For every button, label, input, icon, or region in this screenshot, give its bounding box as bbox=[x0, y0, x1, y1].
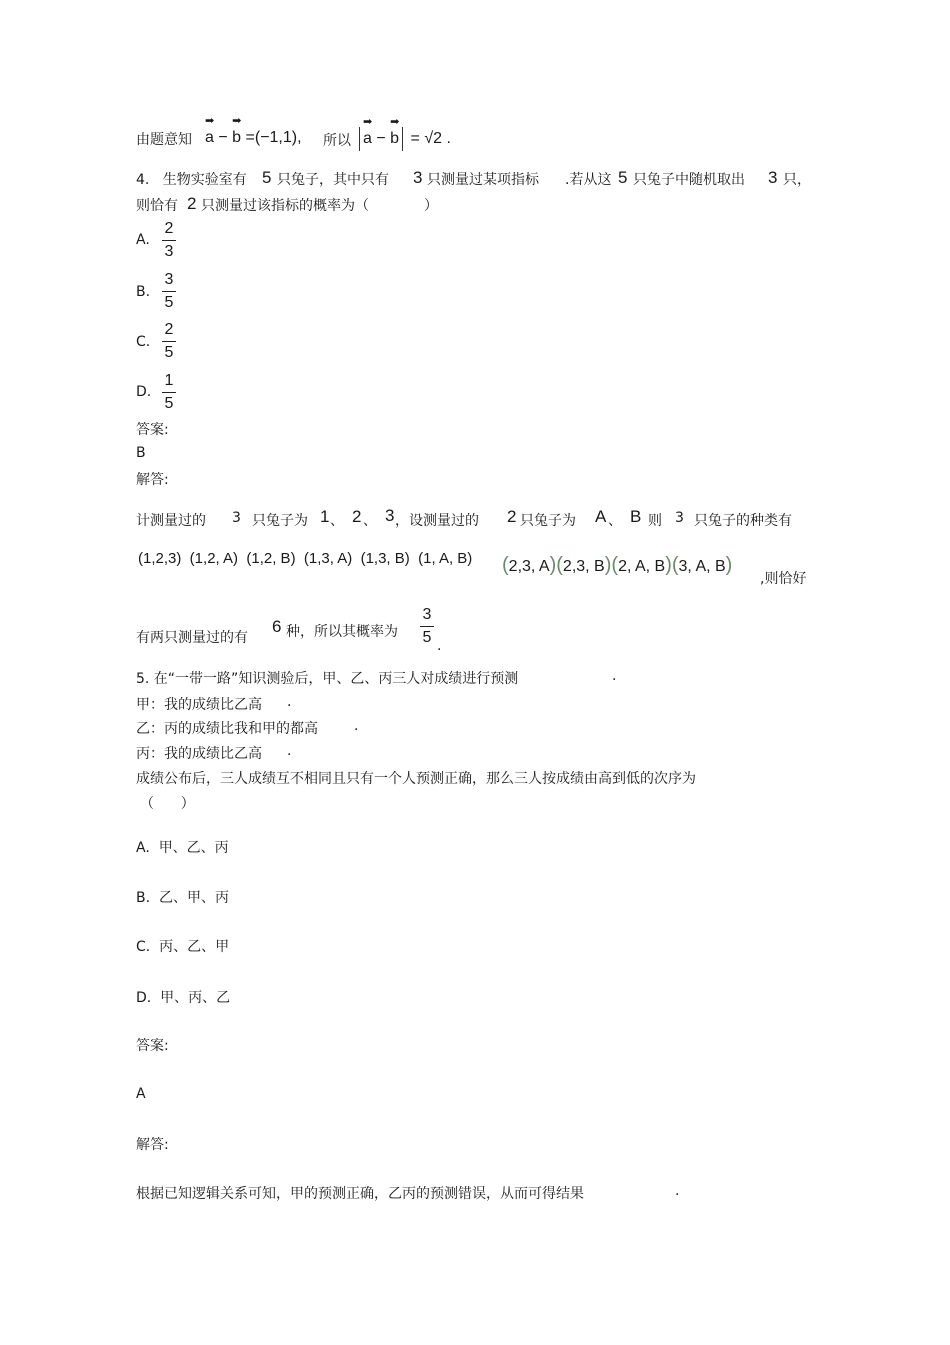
q4-text: 只测量过某项指标 bbox=[427, 172, 539, 188]
sol-text: 只兔子为 bbox=[252, 513, 308, 529]
q4-answer: B bbox=[136, 445, 146, 461]
sol-number: 3 bbox=[385, 506, 395, 525]
vector-result: =(−1,1), bbox=[245, 129, 302, 146]
sol-text: ,则恰好 bbox=[760, 571, 807, 587]
option-label: D. bbox=[136, 990, 152, 1006]
period: . bbox=[612, 668, 617, 684]
option-text: 乙、甲、丙 bbox=[158, 890, 229, 906]
q4-text: 只兔子中随机取出 bbox=[633, 172, 745, 188]
q4-text: 生物实验室有 bbox=[162, 172, 247, 188]
denominator: 5 bbox=[164, 294, 174, 311]
q4-option-a-fraction bbox=[162, 220, 176, 261]
q4-option-c-fraction bbox=[162, 321, 176, 362]
option-text: 丙、乙、甲 bbox=[159, 939, 230, 955]
sol-combinations: (1,2,3) (1,2, A) (1,2, B) (1,3, A) (1,3, B) (1, A, B) bbox=[138, 550, 473, 567]
q4-text: ） bbox=[424, 198, 438, 214]
q5-answer-label: 答案: bbox=[136, 1038, 169, 1054]
option-label: B. bbox=[136, 284, 151, 300]
paren: )( bbox=[604, 554, 619, 576]
paren: )( bbox=[549, 554, 563, 576]
sol-text: 、 bbox=[363, 513, 377, 529]
sol-combinations-2 bbox=[502, 554, 732, 577]
denominator: 5 bbox=[422, 629, 432, 646]
paren: )( bbox=[665, 554, 679, 576]
q5-jia: 甲：我的成绩比乙高 bbox=[136, 697, 262, 713]
minus-sign: − bbox=[376, 130, 386, 148]
numerator: 2 bbox=[164, 321, 174, 338]
prev-prefix: 由题意知 bbox=[136, 132, 192, 148]
sol-text: 种，所以其概率为 bbox=[286, 624, 398, 640]
sol-letter: A bbox=[595, 507, 607, 526]
sol-number: 1 bbox=[320, 507, 330, 526]
combo: 2,3, A bbox=[508, 558, 550, 575]
vector-arrow-icon: ➡ bbox=[205, 115, 215, 127]
q4-text: 只兔子，其中只有 bbox=[277, 172, 389, 188]
q4-number-5: 5 bbox=[262, 168, 272, 187]
vector-b: ➡ b bbox=[232, 115, 242, 146]
so-text: 所以 bbox=[323, 133, 351, 149]
abs-bar-right bbox=[402, 127, 403, 151]
q5-option-d bbox=[136, 987, 230, 1007]
q4-option-b bbox=[136, 284, 150, 300]
sol-number: 6 bbox=[272, 617, 282, 636]
q4-text: 则恰有 bbox=[136, 198, 178, 214]
option-text: 甲、丙、乙 bbox=[160, 990, 231, 1006]
q4-text: .若从这 bbox=[565, 172, 612, 188]
magnitude-expression bbox=[356, 116, 451, 151]
abs-bar-left bbox=[359, 127, 360, 151]
denominator: 3 bbox=[164, 243, 174, 260]
q5-option-c bbox=[136, 936, 229, 956]
option-label: C. bbox=[136, 939, 151, 955]
sol-text: 、 bbox=[608, 513, 622, 529]
period: . bbox=[437, 638, 442, 654]
vector-b: ➡ b bbox=[390, 116, 400, 148]
vector-a: ➡ a bbox=[363, 116, 373, 148]
sol-text: 计测量过的 bbox=[136, 513, 206, 529]
q4-option-b-fraction bbox=[162, 271, 176, 312]
vector-arrow-icon: ➡ bbox=[363, 116, 373, 129]
period: . bbox=[354, 718, 359, 734]
sol-number: 3 bbox=[675, 510, 684, 526]
combo: 3, A, B bbox=[678, 558, 726, 575]
sol-text: ，设测量过的 bbox=[395, 513, 479, 529]
option-text: 甲、乙、丙 bbox=[158, 840, 229, 856]
period: . bbox=[675, 1183, 680, 1199]
sol-text: 只兔子的种类有 bbox=[694, 513, 792, 529]
q4-option-c bbox=[136, 334, 150, 350]
q5-option-b bbox=[136, 887, 229, 907]
q4-number-3: 3 bbox=[768, 168, 778, 187]
q5-answer: A bbox=[136, 1086, 146, 1102]
sol-text: 只兔子为 bbox=[520, 513, 576, 529]
q4-number-2: 2 bbox=[187, 194, 197, 213]
sol-letter: B bbox=[630, 507, 642, 526]
vector-a: ➡ a bbox=[205, 115, 215, 146]
vector-arrow-icon: ➡ bbox=[232, 115, 242, 127]
q4-solution-label: 解答: bbox=[136, 472, 169, 488]
option-label: A. bbox=[136, 232, 150, 248]
sol-number: 3 bbox=[232, 510, 241, 526]
combo: 2,3, B bbox=[562, 558, 605, 575]
paren: ) bbox=[725, 554, 733, 576]
vector-expression bbox=[205, 115, 302, 147]
period: . bbox=[287, 694, 292, 710]
period: . bbox=[446, 130, 451, 148]
period: . bbox=[287, 743, 292, 759]
option-label: D. bbox=[136, 384, 152, 400]
numerator: 3 bbox=[164, 271, 174, 288]
sol-number: 2 bbox=[352, 507, 362, 526]
numerator: 2 bbox=[164, 220, 174, 237]
sol-text: 有两只测量过的有 bbox=[136, 630, 248, 646]
prev-solution-line bbox=[136, 130, 192, 150]
minus-sign: − bbox=[218, 129, 228, 146]
q5-stem: 5. 在“一带一路”知识测验后，甲、乙、丙三人对成绩进行预测 bbox=[136, 671, 519, 687]
denominator: 5 bbox=[164, 344, 174, 361]
q4-option-a bbox=[136, 232, 150, 248]
sol-text: 、 bbox=[330, 513, 344, 529]
q4-text: 只测量过该指标的概率为（ bbox=[201, 198, 369, 214]
denominator: 5 bbox=[164, 395, 174, 412]
numerator: 1 bbox=[164, 372, 174, 389]
q4-answer-label: 答案: bbox=[136, 422, 169, 438]
q4-line1 bbox=[136, 169, 247, 189]
q4-option-d-fraction bbox=[162, 372, 176, 413]
q5-solution-label: 解答: bbox=[136, 1137, 169, 1153]
vector-arrow-icon: ➡ bbox=[390, 116, 400, 129]
q4-text: 只， bbox=[783, 172, 811, 188]
q5-option-a bbox=[136, 837, 229, 857]
sol-probability-fraction bbox=[420, 606, 434, 647]
q4-option-d bbox=[136, 384, 151, 400]
numerator: 3 bbox=[422, 606, 432, 623]
q4-number-5: 5 bbox=[618, 168, 628, 187]
sqrt-value: √2 bbox=[424, 130, 442, 148]
equals-sign: = bbox=[410, 130, 420, 148]
q4-number-3: 3 bbox=[413, 168, 423, 187]
q5-yi: 乙：丙的成绩比我和甲的都高 bbox=[136, 721, 318, 737]
option-label: B. bbox=[136, 890, 151, 906]
q5-solution: 根据已知逻辑关系可知，甲的预测正确，乙丙的预测错误，从而可得结果 bbox=[136, 1186, 584, 1202]
sol-text: 则 bbox=[648, 513, 662, 529]
sol-number: 2 bbox=[507, 507, 517, 526]
q5-statement: 成绩公布后，三人成绩互不相同且只有一个人预测正确，那么三人按成绩由高到低的次序为 bbox=[136, 771, 696, 787]
q4-number: 4. bbox=[136, 172, 150, 188]
q5-paren: （ ） bbox=[140, 796, 195, 812]
paren: ( bbox=[502, 554, 509, 576]
combo: 2, A, B bbox=[618, 558, 666, 575]
option-label: C. bbox=[136, 334, 151, 350]
q5-bing: 丙：我的成绩比乙高 bbox=[136, 746, 262, 762]
option-label: A. bbox=[136, 840, 150, 856]
